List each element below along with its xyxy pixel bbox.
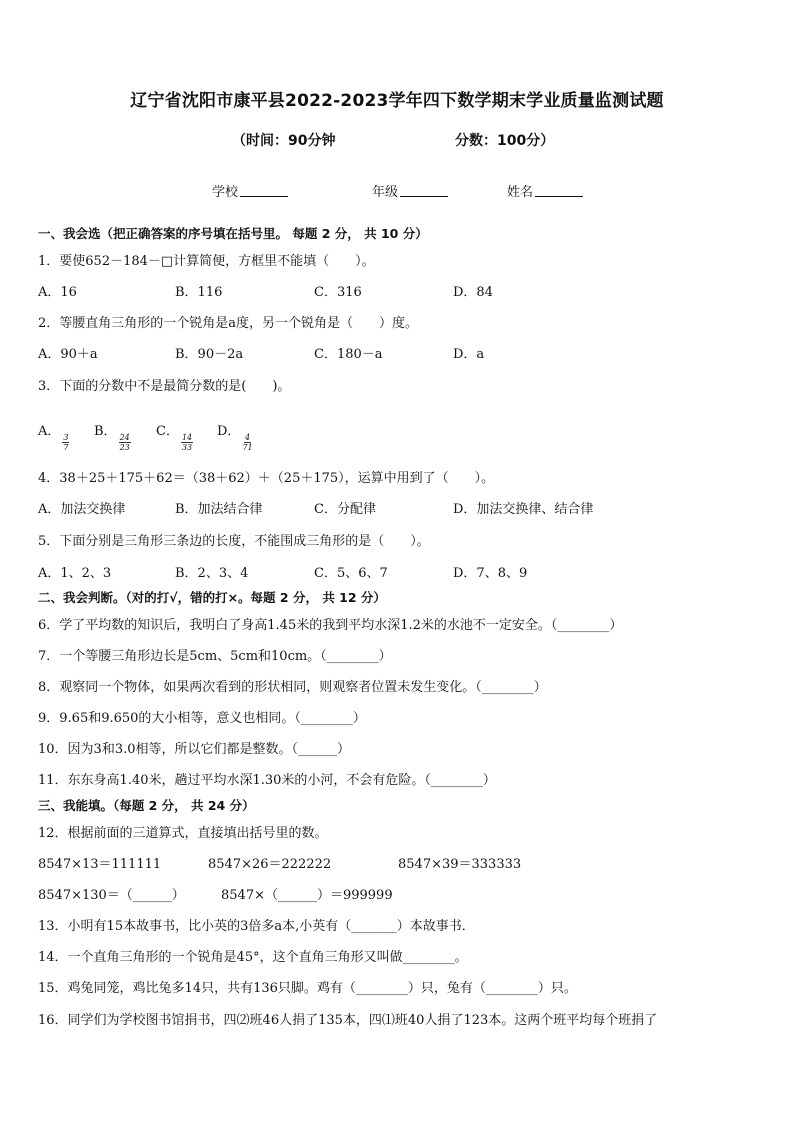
question-12: 12．根据前面的三道算式，直接填出括号里的数。 (38, 826, 328, 841)
question-3-options (38, 420, 758, 452)
fraction-numerator: 3 (63, 433, 69, 442)
grade-blank[interactable] (400, 184, 448, 197)
question-13[interactable]: 13．小明有15本故事书，比小英的3倍多a本,小英有（_______）本故事书． (38, 919, 475, 934)
fraction (119, 433, 131, 452)
equation-blank[interactable]: 8547×130＝（______） (38, 888, 185, 903)
fraction-denominator: 7 (63, 443, 69, 452)
q1-option-c[interactable]: C．316 (314, 285, 362, 300)
question-5: 5．下面分别是三角形三条边的长度，不能围成三角形的是（ ）。 (38, 534, 430, 549)
fraction-numerator: 14 (181, 433, 193, 442)
equation-blank[interactable]: 8547×（______）＝999999 (221, 888, 393, 903)
question-16[interactable]: 16．同学们为学校图书馆捐书，四⑵班46人捐了135本，四⑴班40人捐了123本。这两个班平均每个班捐了 (38, 1013, 658, 1028)
q2-option-b[interactable]: B．90－2a (175, 347, 244, 362)
question-14[interactable]: 14．一个直角三角形的一个锐角是45°，这个直角三角形又叫做________。 (38, 950, 468, 965)
q3-option-c[interactable] (156, 420, 195, 452)
q5-option-a[interactable]: A．1、2、3 (38, 566, 112, 581)
q5-option-c[interactable]: C．5、6、7 (314, 566, 388, 581)
fraction-denominator: 33 (181, 443, 193, 452)
question-2: 2．等腰直角三角形的一个锐角是a度，另一个锐角是（ ）度。 (38, 316, 419, 331)
question-1: 1．要使652－184－□计算简便，方框里不能填（ ）。 (38, 254, 375, 269)
school-blank[interactable] (240, 184, 288, 197)
question-4: 4．38＋25＋175＋62＝（38＋62）＋（25＋175），运算中用到了（ ）。 (38, 471, 495, 486)
q4-option-a[interactable]: A．加法交换律 (38, 502, 126, 517)
exam-subtitle (0, 130, 794, 150)
judge-question-7[interactable]: 7．一个等腰三角形边长是5cm、5cm和10cm。（________） (38, 649, 392, 664)
fraction (242, 433, 252, 452)
q3-option-d[interactable] (217, 420, 255, 452)
q2-option-d[interactable]: D．a (453, 347, 485, 362)
school-field[interactable] (212, 181, 288, 200)
fraction (62, 433, 69, 452)
question-2-options (38, 343, 758, 363)
q3-a-label: A． (38, 424, 61, 439)
name-blank[interactable] (535, 184, 583, 197)
equation: 8547×39＝333333 (398, 857, 522, 872)
section-3-header: 三、我能填。（每题 2 分， 共 24 分） (38, 798, 255, 813)
q3-option-b[interactable] (94, 420, 133, 452)
q1-option-d[interactable]: D．84 (453, 285, 493, 300)
q2-option-a[interactable]: A．90＋a (38, 347, 98, 362)
fraction (181, 433, 193, 452)
fraction-numerator: 24 (119, 433, 130, 442)
fraction-denominator: 23 (119, 443, 130, 452)
q4-option-d[interactable]: D．加法交换律、结合律 (453, 502, 594, 517)
question-12-blanks (38, 884, 758, 904)
question-5-options (38, 562, 758, 582)
page-title: 辽宁省沈阳市康平县2022-2023学年四下数学期末学业质量监测试题 (130, 91, 664, 111)
q4-option-b[interactable]: B．加法结合律 (175, 502, 263, 517)
grade-field[interactable] (372, 181, 448, 200)
question-1-options (38, 281, 758, 301)
judge-question-8[interactable]: 8．观察同一个物体，如果两次看到的形状相同，则观察者位置未发生变化。（________） (38, 680, 547, 695)
judge-question-6[interactable]: 6．学了平均数的知识后，我明白了身高1.45米的我到平均水深1.2米的水池不一定安全。（________） (38, 618, 623, 633)
section-1-header: 一、我会选（把正确答案的序号填在括号里。 每题 2 分， 共 10 分） (38, 226, 428, 241)
q3-d-label: D． (217, 424, 241, 439)
q4-option-c[interactable]: C．分配律 (314, 502, 376, 517)
q3-option-a[interactable] (38, 420, 71, 452)
student-info (0, 181, 794, 201)
question-4-options (38, 498, 758, 518)
school-label: 学校 (212, 185, 239, 200)
exam-time: （时间：90分钟 (232, 133, 336, 149)
equation: 8547×26＝222222 (208, 857, 332, 872)
question-3: 3．下面的分数中不是最简分数的是( )。 (38, 379, 291, 394)
q5-option-b[interactable]: B．2、3、4 (175, 566, 249, 581)
name-label: 姓名 (507, 185, 534, 200)
judge-question-10[interactable]: 10．因为3和3.0相等，所以它们都是整数。（______） (38, 742, 350, 757)
exam-score: 分数：100分） (455, 133, 555, 149)
judge-question-11[interactable]: 11．东东身高1.40米，趟过平均水深1.30米的小河，不会有危险。（________） (38, 773, 496, 788)
question-12-equations (38, 853, 758, 873)
q1-option-a[interactable]: A．16 (38, 285, 77, 300)
fraction-denominator: 71 (242, 443, 253, 452)
q2-option-c[interactable]: C．180－a (314, 347, 383, 362)
question-15[interactable]: 15．鸡兔同笼，鸡比兔多14只，共有136只脚。鸡有（________）只，兔有（________）只。 (38, 981, 577, 996)
q3-b-label: B． (94, 424, 117, 439)
fraction-numerator: 4 (244, 433, 251, 442)
q5-option-d[interactable]: D．7、8、9 (453, 566, 528, 581)
q3-c-label: C． (156, 424, 179, 439)
section-2-header: 二、我会判断。（对的打√，错的打×。每题 2 分， 共 12 分） (38, 590, 386, 605)
name-field[interactable] (507, 181, 583, 200)
equation: 8547×13＝111111 (38, 857, 162, 872)
grade-label: 年级 (372, 185, 399, 200)
judge-question-9[interactable]: 9．9.65和9.650的大小相等，意义也相同。（________） (38, 711, 366, 726)
q1-option-b[interactable]: B．116 (175, 285, 223, 300)
